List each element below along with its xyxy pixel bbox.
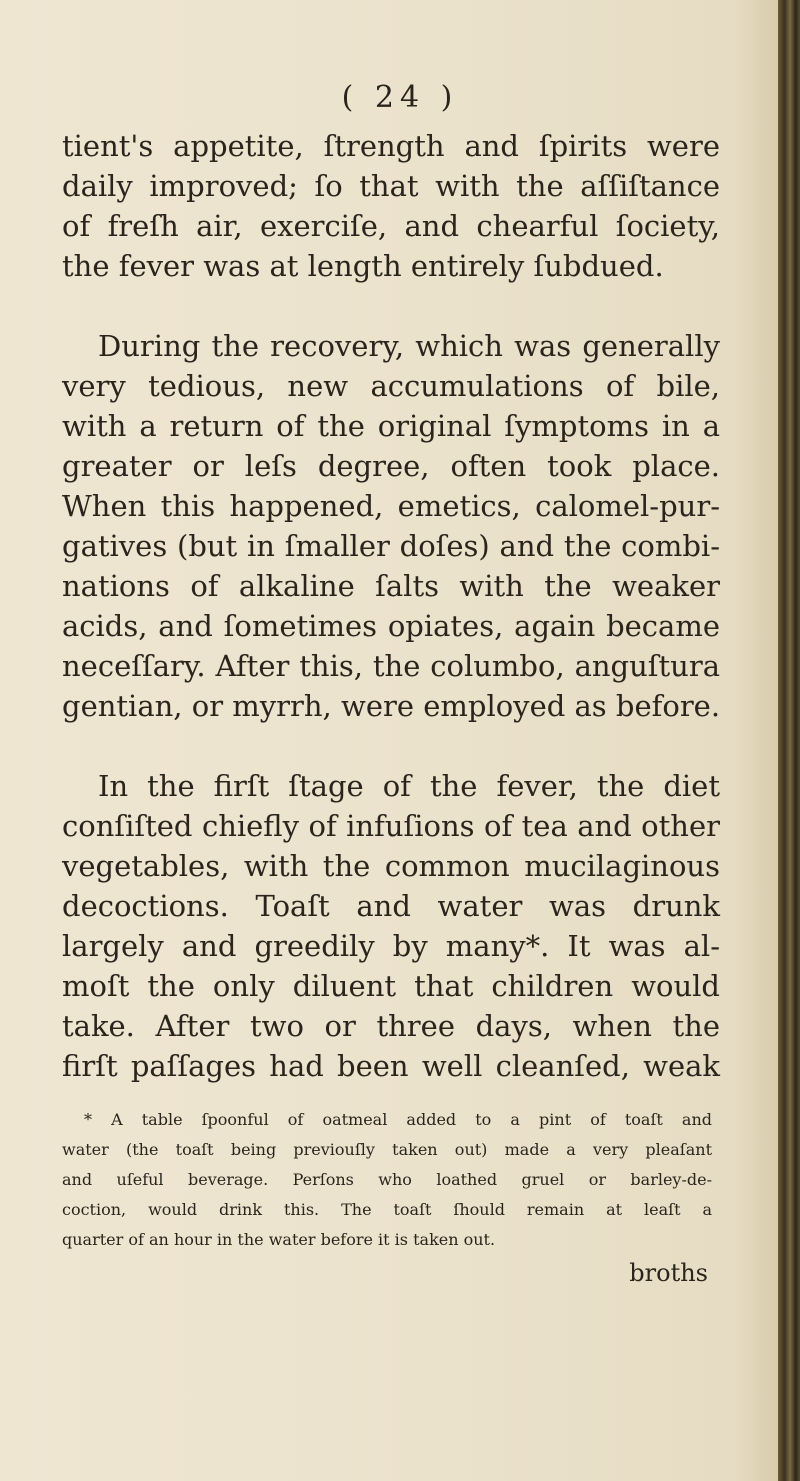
text-line: When this happened, emetics, calomel-pur- <box>62 489 720 523</box>
text-line: In the firſt ſtage of the fever, the diet <box>98 769 720 803</box>
text-line: tient's appetite, ſtrength and ſpirits were <box>62 129 720 163</box>
page-number: ( 24 ) <box>341 80 459 115</box>
text-line: vegetables, with the common mucilaginous <box>62 849 720 883</box>
book-spine-edge <box>778 0 800 1481</box>
text-line: of freſh air, exerciſe, and chearful ſociety, <box>62 209 720 243</box>
text-line: largely and greedily by many*. It was al- <box>62 929 720 963</box>
text-line: take. After two or three days, when the <box>62 1009 720 1043</box>
text-line: moſt the only diluent that children would <box>62 969 720 1003</box>
footnote-line: quarter of an hour in the water before it is taken out. <box>62 1230 496 1249</box>
footnote-line: water (the toaſt being previouſly taken out) made a very pleaſant <box>62 1140 712 1159</box>
text-line: greater or leſs degree, often took place. <box>62 449 720 483</box>
text-line: decoctions. Toaſt and water was drunk <box>62 889 720 923</box>
text-line: During the recovery, which was generally <box>98 329 720 363</box>
text-line: with a return of the original ſymptoms in a <box>62 409 720 443</box>
footnote-line: coction, would drink this. The toaſt ſhould remain at leaſt a <box>62 1200 712 1219</box>
text-line: acids, and ſometimes opiates, again became <box>62 609 720 643</box>
text-line: conſiſted chiefly of infuſions of tea and other <box>62 809 720 843</box>
text-line: firſt paſſages had been well cleanſed, weak <box>62 1049 720 1083</box>
text-line: the fever was at length entirely ſubdued. <box>62 249 664 283</box>
catchword: broths <box>629 1259 708 1287</box>
text-line: daily improved; ſo that with the aſſiſtance <box>62 169 720 203</box>
text-line: gentian, or myrrh, were employed as before. <box>62 689 721 723</box>
text-line: gatives (but in ſmaller doſes) and the combi- <box>62 529 720 563</box>
text-line: very tedious, new accumulations of bile, <box>62 369 720 403</box>
text-line: neceſſary. After this, the columbo, anguſtura <box>62 649 720 683</box>
text-line: nations of alkaline ſalts with the weaker <box>62 569 720 603</box>
footnote-line: and uſeful beverage. Perſons who loathed gruel or barley-de- <box>62 1170 712 1189</box>
footnote-line: * A table ſpoonful of oatmeal added to a pint of toaſt and <box>84 1110 712 1129</box>
